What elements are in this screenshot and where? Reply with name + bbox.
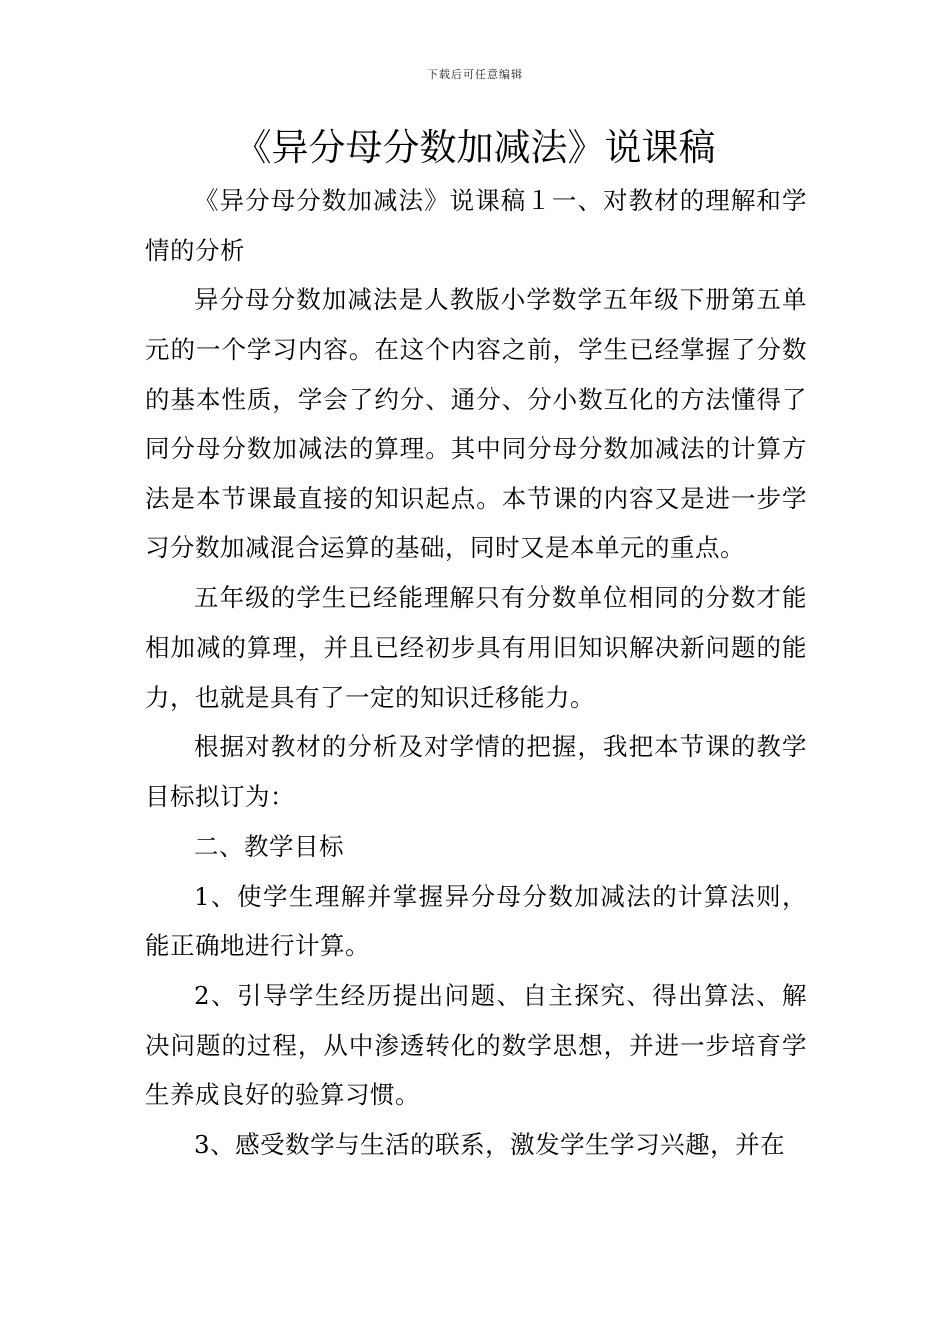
document-title: 《异分母分数加减法》说课稿 <box>234 126 716 169</box>
paragraph-goal-lead: 根据对教材的分析及对学情的把握，我把本节课的教学目标拟订为： <box>145 732 807 812</box>
document-body <box>145 176 807 1170</box>
goal-item-3: 3、感受数学与生活的联系，激发学生学习兴趣，并在 <box>194 1130 786 1160</box>
paragraph-intro: 《异分母分数加减法》说课稿１一、对教材的理解和学情的分析 <box>145 186 807 265</box>
paragraph-student-analysis: 五年级的学生已经能理解只有分数单位相同的分数才能相加减的算理，并且已经初步具有用旧知识解决新问题的能力，也就是具有了一定的知识迁移能力。 <box>145 583 807 712</box>
goal-item-1: 1、使学生理解并掌握异分母分数加减法的计算法则，能正确地进行计算。 <box>145 881 807 961</box>
header-note: 下载后可任意编辑 <box>427 68 523 81</box>
section-heading-goals: 二、教学目标 <box>194 831 344 861</box>
paragraph-textbook-analysis: 异分母分数加减法是人教版小学数学五年级下册第五单元的一个学习内容。在这个内容之前，学生已经掌握了分数的基本性质，学会了约分、通分、分小数互化的方法懂得了同分母分数加减法的算理。其中同分母分数加减法的计算方法是本节课最直接的知识起点。本节课的内容又是进一步学习分数加减混合运算的基础，同时又是本单元的重点。 <box>145 285 807 563</box>
goal-item-2: 2、引导学生经历提出问题、自主探究、得出算法、解决问题的过程，从中渗透转化的数学思想，并进一步培育学生养成良好的验算习惯。 <box>145 981 807 1110</box>
